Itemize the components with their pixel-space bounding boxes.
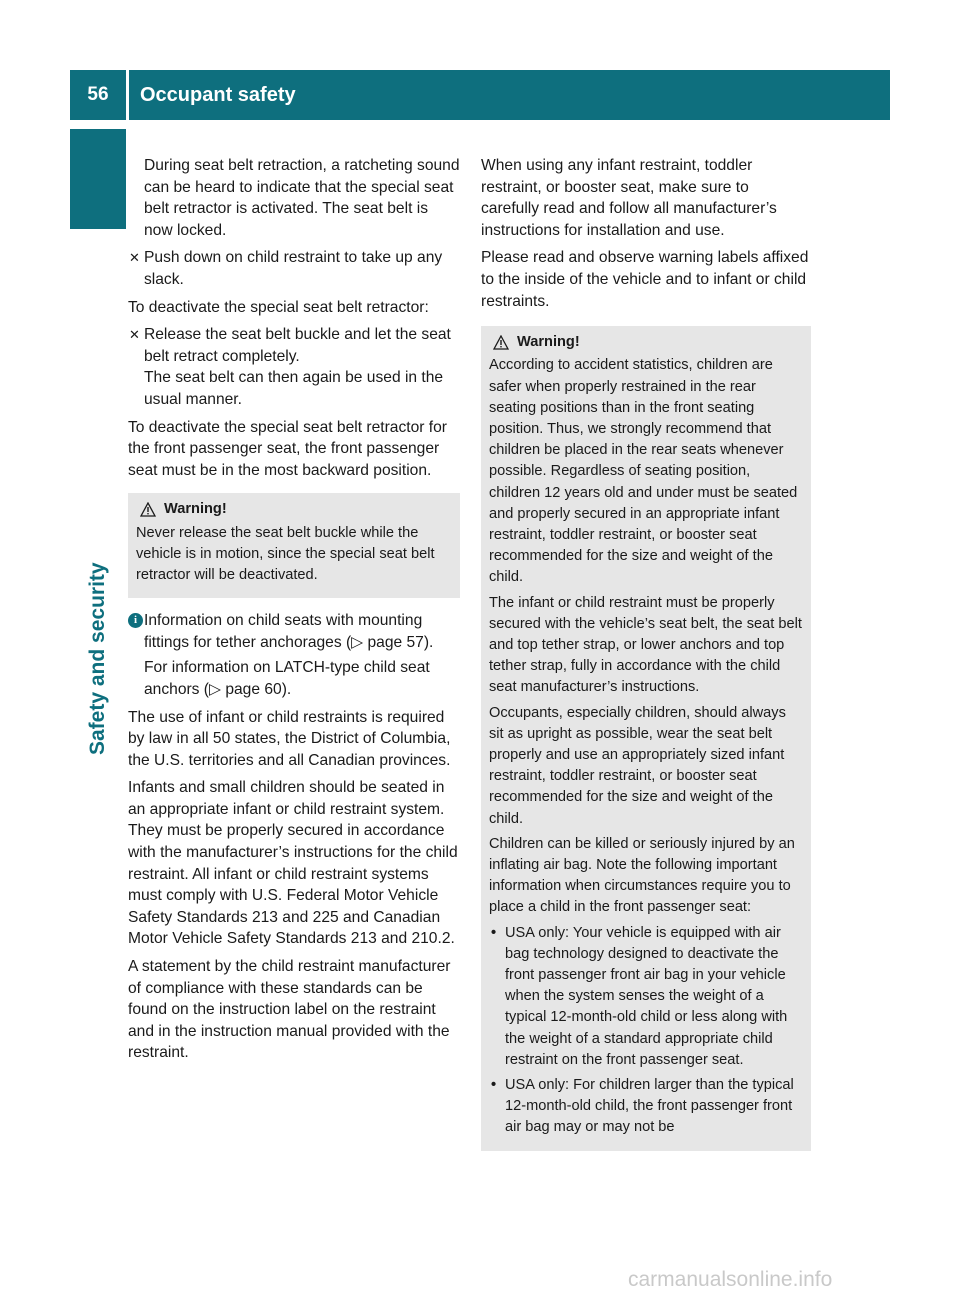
warning-title: Warning!	[164, 501, 227, 518]
x-step-icon: ✕	[129, 250, 140, 266]
warning-box-children	[481, 326, 811, 1151]
warning-header	[489, 332, 803, 353]
paragraph-deactivate: To deactivate the special seat belt retractor:	[128, 298, 429, 316]
warning-triangle-icon	[140, 502, 156, 517]
warning-header	[136, 499, 452, 520]
warning-bullet-2	[489, 1075, 803, 1139]
paragraph-infant-restraint: When using any infant restraint, toddler restraint, or booster seat, make sure to carefully read and follow all manufacturer’s instructions for installation and use.	[481, 157, 777, 239]
bullet-dot: •	[491, 1077, 497, 1094]
side-section-label: Safety and security	[86, 562, 109, 755]
warning-para-4: Children can be killed or seriously injured by an inflating air bag. Note the following important information when circumstances require you to place a child in the front passenger seat:	[489, 835, 795, 916]
paragraph-warning-labels: Please read and observe warning labels affixed to the inside of the vehicle and to infant or child restraints.	[481, 249, 809, 310]
paragraph-front-passenger: To deactivate the special seat belt retractor for the front passenger seat, the front passenger seat must be in the most backward position.	[128, 418, 447, 479]
info-line-1: Information on child seats with mounting fittings for tether anchorages (▷ page 57).	[144, 612, 434, 651]
step-push-down	[128, 247, 460, 290]
warning-title: Warning!	[517, 334, 580, 351]
warning-text: Never release the seat belt buckle while the vehicle is in motion, since the special seat belt retractor will be deactivated.	[136, 524, 435, 583]
left-column	[128, 155, 460, 1070]
warning-bullet-1	[489, 923, 803, 1071]
side-tab	[70, 129, 126, 229]
info-line-2: For information on LATCH-type child seat anchors (▷ page 60).	[144, 659, 430, 698]
warning-para-1: According to accident statistics, children are safer when properly restrained in the rear seating positions than in the front seating position. Thus, we strongly recommend that children be placed in the rear seats whenever possible. Regardless of seating position, children 12 years old and under must be seated and properly secured in an appropriate infant restraint, toddler restraint, or booster seat recommended for the size and weight of the child.	[489, 357, 798, 586]
paragraph-standards: Infants and small children should be seated in an appropriate infant or child restraint system. They must be properly secured in accordance with the manufacturer’s instructions for the child restraint. All infant or child restraint systems must comply with U.S. Federal Motor Vehicle Safety Standards 213 and 225 and Canadian Motor Vehicle Safety Standards 213 and 210.2.	[128, 779, 458, 948]
warning-para-2: The infant or child restraint must be properly secured with the vehicle’s seat belt, the seat belt and top tether strap, or lower anchors and top tether strap, fully in accordance with the child seat manufacturer’s instructions.	[489, 594, 802, 696]
warning-box	[128, 493, 460, 598]
bullet-text: USA only: Your vehicle is equipped with air bag technology designed to deactivate the front passenger front air bag in your vehicle when the system senses the weight of a typical 12-month-old child or less along with the weight of a standard appropriate child restraint on the front passenger seat.	[505, 924, 788, 1068]
warning-triangle-icon	[493, 335, 509, 350]
bullet-text: USA only: For children larger than the typical 12-month-old child, the front passenger front air bag may or may not be	[505, 1077, 794, 1136]
x-step-icon: ✕	[129, 327, 140, 343]
paragraph-law: The use of infant or child restraints is required by law in all 50 states, the District of Columbia, the U.S. territories and all Canadian provinces.	[128, 708, 451, 769]
info-note	[128, 610, 460, 700]
page-number: 56	[70, 70, 126, 120]
warning-para-3: Occupants, especially children, should always sit as upright as possible, wear the seat belt properly and use an appropriately sized infant restraint, toddler restraint, or booster seat recommended for the size and weight of the child.	[489, 704, 786, 827]
right-column	[481, 155, 811, 1163]
step-text: Push down on child restraint to take up any slack.	[144, 249, 443, 288]
page-title: Occupant safety	[129, 70, 890, 120]
step-result: The seat belt can then again be used in the usual manner.	[144, 369, 444, 408]
watermark: carmanualsonline.info	[628, 1268, 833, 1291]
info-icon: i	[128, 613, 143, 628]
step-release-buckle	[128, 324, 460, 410]
step-text: Release the seat belt buckle and let the seat belt retract completely.	[144, 326, 451, 365]
side-section-label-box	[86, 435, 112, 755]
paragraph-retraction: During seat belt retraction, a ratcheting sound can be heard to indicate that the special seat belt retractor is activated. The seat belt is now locked.	[144, 157, 460, 239]
paragraph-statement: A statement by the child restraint manufacturer of compliance with these standards can be found on the instruction label on the restraint and in the instruction manual provided with the restraint.	[128, 958, 451, 1062]
bullet-dot: •	[491, 924, 497, 941]
